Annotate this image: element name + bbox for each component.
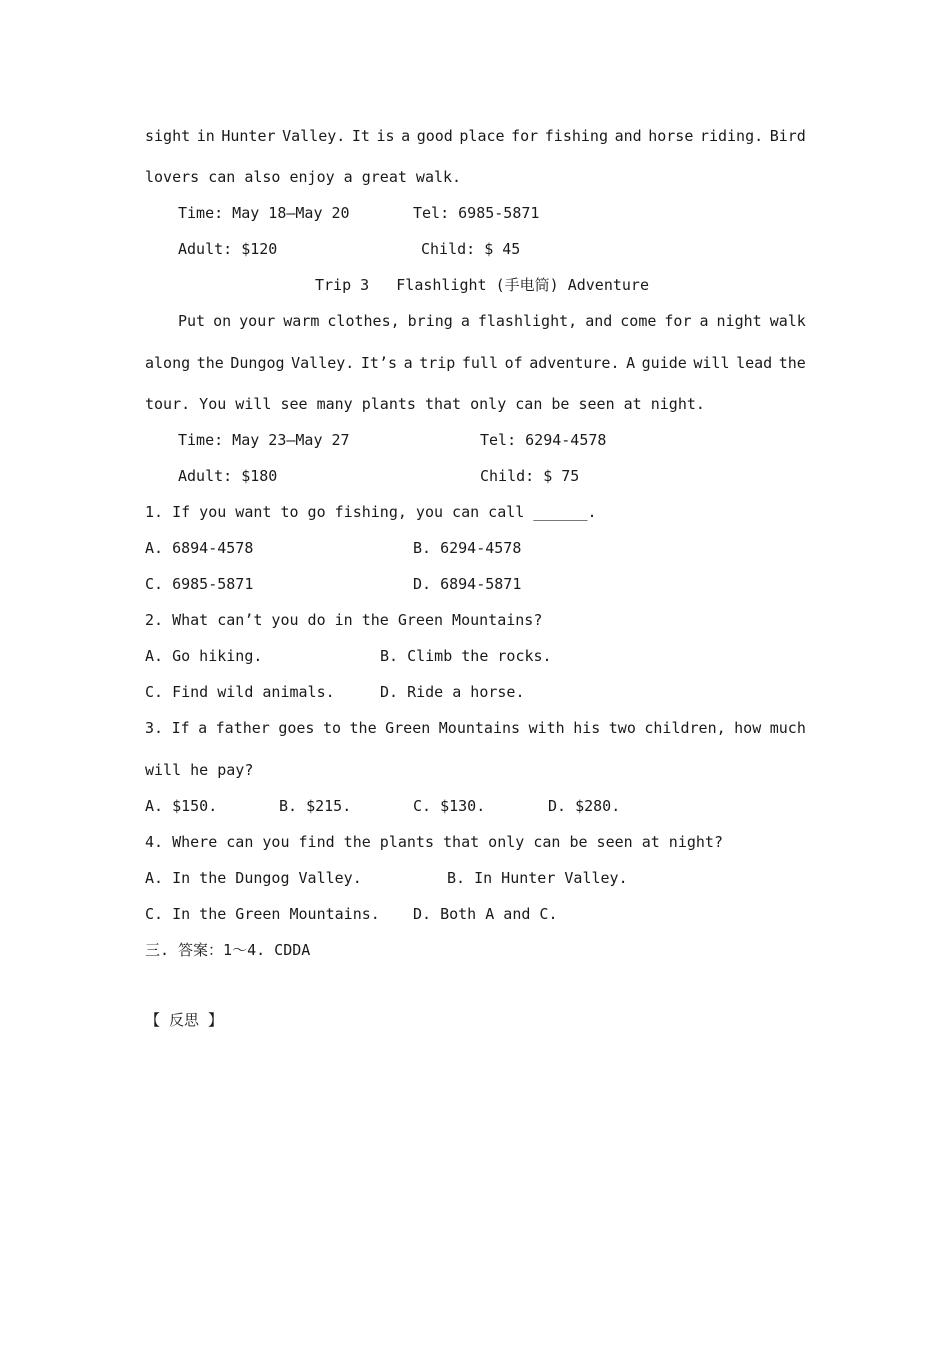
- trip3-child-price: Child: $ 75: [480, 467, 580, 485]
- trip3-desc-line2: [145, 353, 806, 373]
- word: a: [699, 312, 709, 330]
- word: riding.: [699, 127, 764, 145]
- word: horse: [648, 127, 694, 145]
- word: your: [239, 312, 276, 330]
- word: the: [778, 354, 806, 372]
- trip3-adult-price: Adult: $180: [178, 467, 278, 485]
- word: Valley.: [282, 127, 346, 145]
- question-3-line2: will he pay?: [145, 761, 254, 779]
- word: the: [196, 354, 224, 372]
- trip3-time: Time: May 23—May 27: [178, 431, 350, 449]
- q1-option-c: C. 6985-5871: [145, 575, 254, 593]
- word: bring: [407, 312, 453, 330]
- q1-option-d: D. 6894-5871: [413, 575, 522, 593]
- q2-option-a: A. Go hiking.: [145, 647, 263, 665]
- word: place: [459, 127, 505, 145]
- word: A: [626, 354, 636, 372]
- word: a: [403, 354, 413, 372]
- q2-option-b: B. Climb the rocks.: [380, 647, 552, 665]
- word: fishing: [544, 127, 608, 145]
- word: in: [196, 127, 215, 145]
- trip2-desc-line1: [145, 126, 806, 146]
- q2-option-d: D. Ride a horse.: [380, 683, 525, 701]
- word: warm: [283, 312, 320, 330]
- trip3-desc-line1: [178, 311, 806, 331]
- answer-key: 三. 答案：1～4. CDDA: [145, 941, 311, 959]
- word: and: [585, 312, 613, 330]
- word: to: [322, 719, 342, 737]
- trip3-tel: Tel: 6294-4578: [480, 431, 607, 449]
- question-1: 1. If you want to go fishing, you can call ______.: [145, 503, 597, 521]
- word: for: [511, 127, 539, 145]
- question-4: 4. Where can you find the plants that only can be seen at night?: [145, 833, 723, 851]
- word: his: [573, 719, 601, 737]
- word: full: [461, 354, 498, 372]
- word: night: [716, 312, 762, 330]
- word: will: [693, 354, 730, 372]
- word: good: [416, 127, 453, 145]
- word: It: [351, 127, 370, 145]
- word: It’s: [360, 354, 398, 372]
- word: trip: [419, 354, 456, 372]
- trip2-desc-line2: lovers can also enjoy a great walk.: [145, 168, 462, 186]
- q3-option-c: C. $130.: [413, 797, 486, 815]
- word: Bird: [769, 127, 806, 145]
- word: If: [171, 719, 190, 737]
- word: much: [769, 719, 806, 737]
- word: goes: [278, 719, 315, 737]
- q2-option-c: C. Find wild animals.: [145, 683, 335, 701]
- word: come: [620, 312, 657, 330]
- q4-option-c: C. In the Green Mountains.: [145, 905, 380, 923]
- word: the: [349, 719, 377, 737]
- word: two: [608, 719, 636, 737]
- word: a: [460, 312, 470, 330]
- word: Dungog: [230, 354, 285, 372]
- word: with: [528, 719, 565, 737]
- q3-option-a: A. $150.: [145, 797, 218, 815]
- word: of: [504, 354, 523, 372]
- trip2-adult-price: Adult: $120: [178, 240, 278, 258]
- reflection-heading: 【 反思 】: [145, 1011, 224, 1029]
- word: and: [614, 127, 642, 145]
- word: flashlight,: [477, 312, 578, 330]
- word: children,: [644, 719, 726, 737]
- word: clothes,: [327, 312, 400, 330]
- word: adventure.: [529, 354, 620, 372]
- word: Hunter: [221, 127, 276, 145]
- q4-option-b: B. In Hunter Valley.: [447, 869, 628, 887]
- trip3-title: Trip 3 Flashlight (手电筒) Adventure: [315, 276, 649, 294]
- word: guide: [641, 354, 687, 372]
- question-3-line1: [145, 718, 806, 738]
- q1-option-a: A. 6894-4578: [145, 539, 254, 557]
- q3-option-b: B. $215.: [279, 797, 352, 815]
- word: Valley.: [291, 354, 355, 372]
- word: Mountains: [438, 719, 521, 737]
- q3-option-d: D. $280.: [548, 797, 621, 815]
- word: Green: [385, 719, 431, 737]
- word: how: [734, 719, 762, 737]
- word: is: [376, 127, 395, 145]
- word: walk: [769, 312, 806, 330]
- trip2-child-price: Child: $ 45: [421, 240, 521, 258]
- word: Put: [178, 312, 206, 330]
- q4-option-d: D. Both A and C.: [413, 905, 558, 923]
- word: lead: [736, 354, 773, 372]
- word: father: [215, 719, 270, 737]
- word: a: [198, 719, 208, 737]
- word: sight: [145, 127, 191, 145]
- trip2-tel: Tel: 6985-5871: [413, 204, 540, 222]
- word: along: [145, 354, 191, 372]
- word: for: [664, 312, 692, 330]
- word: 3.: [145, 719, 164, 737]
- question-2: 2. What can’t you do in the Green Mountains?: [145, 611, 543, 629]
- q4-option-a: A. In the Dungog Valley.: [145, 869, 362, 887]
- trip3-desc-line3: tour. You will see many plants that only can be seen at night.: [145, 395, 705, 413]
- word: a: [401, 127, 411, 145]
- word: on: [213, 312, 232, 330]
- q1-option-b: B. 6294-4578: [413, 539, 522, 557]
- trip2-time: Time: May 18—May 20: [178, 204, 350, 222]
